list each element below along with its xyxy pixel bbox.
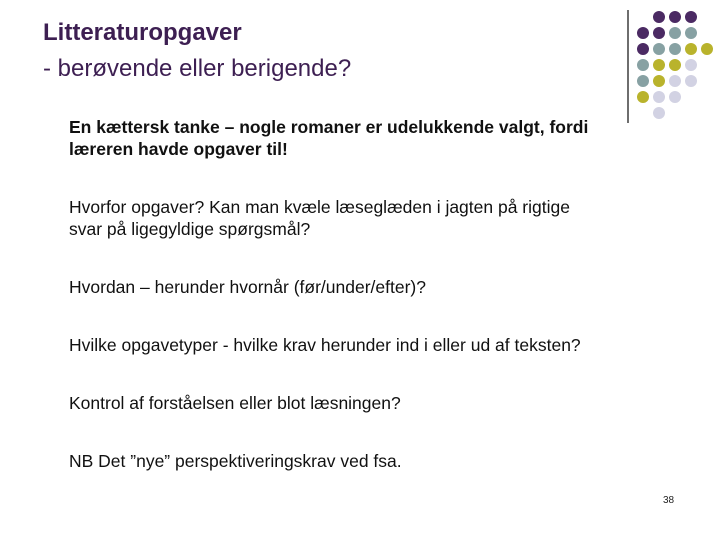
decorative-dot	[669, 91, 681, 103]
paragraph-line: NB Det ”nye” perspektiveringskrav ved fsa.	[69, 451, 402, 471]
decorative-dot	[685, 43, 697, 55]
decorative-dot	[637, 27, 649, 39]
slide-title: Litteraturopgaver	[43, 19, 242, 46]
decorative-dot	[653, 59, 665, 71]
decorative-dot	[637, 59, 649, 71]
paragraph-line: læreren havde opgaver til!	[69, 139, 288, 159]
bullet-paragraph-3	[69, 276, 679, 298]
decorative-dot	[669, 59, 681, 71]
decorative-dot	[653, 43, 665, 55]
decorative-dot	[637, 91, 649, 103]
bullet-paragraph-5	[69, 392, 679, 414]
paragraph-line: svar på ligegyldige spørgsmål?	[69, 219, 311, 239]
decorative-dot	[685, 75, 697, 87]
decorative-vertical-line	[627, 10, 629, 123]
bullet-paragraph-1	[69, 116, 679, 160]
decorative-dot	[637, 75, 649, 87]
page-number: 38	[663, 495, 675, 506]
decorative-dot	[685, 27, 697, 39]
decorative-dot	[653, 91, 665, 103]
bullet-paragraph-6	[69, 450, 679, 472]
paragraph-line: Hvordan – herunder hvornår (før/under/efter)?	[69, 277, 426, 297]
bullet-paragraph-2	[69, 196, 679, 240]
decorative-dot	[653, 27, 665, 39]
decorative-dot	[669, 43, 681, 55]
decorative-dot	[637, 43, 649, 55]
paragraph-line: En kættersk tanke – nogle romaner er udelukkende valgt, fordi	[69, 117, 589, 137]
paragraph-line: Kontrol af forståelsen eller blot læsningen?	[69, 393, 401, 413]
paragraph-line: Hvorfor opgaver? Kan man kvæle læseglæden i jagten på rigtige	[69, 197, 570, 217]
paragraph-line: Hvilke opgavetyper - hvilke krav herunder ind i eller ud af teksten?	[69, 335, 581, 355]
decorative-dot	[685, 11, 697, 23]
decorative-dot	[669, 11, 681, 23]
decorative-dot	[701, 43, 713, 55]
decorative-dot	[669, 75, 681, 87]
decorative-dot	[685, 59, 697, 71]
decorative-dot	[669, 27, 681, 39]
slide-subtitle: - berøvende eller berigende?	[43, 55, 352, 82]
bullet-paragraph-4	[69, 334, 679, 356]
decorative-dot	[653, 75, 665, 87]
decorative-dot	[653, 11, 665, 23]
